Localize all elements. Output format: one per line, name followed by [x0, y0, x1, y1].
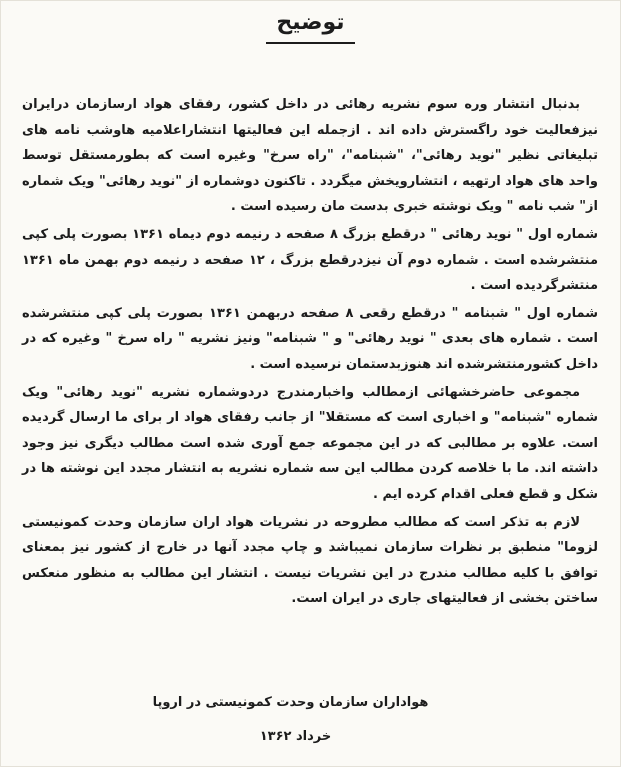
title-container [0, 8, 621, 44]
signature-block [0, 692, 621, 748]
paragraph-navid-rahai: شماره اول " نوید رهائی " درقطع بزرگ ۸ صفحه د رنیمه دوم دیماه ۱۳۶۱ بصورت پلی کپی منتشرشده است . شماره دوم آن نیزدرقطع بزرگ ، ۱۲ صفحه د رنیمه دوم بهمن ماه ۱۳۶۱ منتشرگردیده است . [22, 226, 598, 294]
paragraph-disclaimer: لازم به تذکر است که مطالب مطروحه در نشریات هواد اران سازمان وحدت کمونیستی لزوما" منطبق بر نظرات سازمان نمیباشد و چاپ مجدد آنها در خارج از کشور نیز بمعنای توافق با کلیه مطالب مندرج در این نشریات نیست . انتشار این مطالب به منظور منعکس ساختن بخشی از فعالیتهای جاری در ایران است. [22, 514, 598, 607]
paragraph-collection: مجموعی حاضرخشهائی ازمطالب واخبارمندرج دردوشماره نشریه "نوید رهائی" ویک شماره "شبنامه" و اخباری است که مستقلا" از جانب رفقای هواد ار برای ما ارسال گردیده است. علاوه بر مطالبی که در این مجموعه جمع آوری شده است مطالب دیگری نیز وجود داشته اند. ما با خلاصه کردن مطالب این سه شماره نشریه به انتشار مجدد این نوشته ها در شکل و قطع فعلی اقدام کرده ایم . [22, 384, 598, 502]
document-body [22, 92, 598, 614]
signature-date: خرداد ۱۳۶۲ [259, 729, 332, 744]
signature-organization: هواداران سازمان وحدت کمونیستی در اروپا [152, 695, 429, 710]
paragraph-shabnameh: شماره اول " شبنامه " درقطع رقعی ۸ صفحه دربهمن ۱۳۶۱ بصورت پلی کپی منتشرشده است . شماره های بعدی " نوید رهائی" و " شبنامه" ونیز نشریه " راه سرخ " وغیره که در داخل کشورمنتشرشده اند هنوزبدستمان نرسیده است . [22, 305, 598, 372]
paragraph-intro: بدنبال انتشار وره سوم نشریه رهائی در داخل کشور، رفقای هواد ارسازمان درایران نیزفعالیت خود راگسترش داده اند . ازجمله این فعالیتها انتشاراعلامیه هاوشب نامه های تبلیغاتی نظیر "نوید رهائی"، "شبنامه"، "راه سرخ" وغیره است که بطورمستقل توسط واحد های هواد ارتهیه ، انتشارویخش میگردد . تاکنون دوشماره از "نوید رهائی" ویک شماره از" شب نامه " ویک نوشته خبری بدست مان رسیده است . [22, 97, 598, 215]
page-title: توضیح [266, 8, 354, 44]
